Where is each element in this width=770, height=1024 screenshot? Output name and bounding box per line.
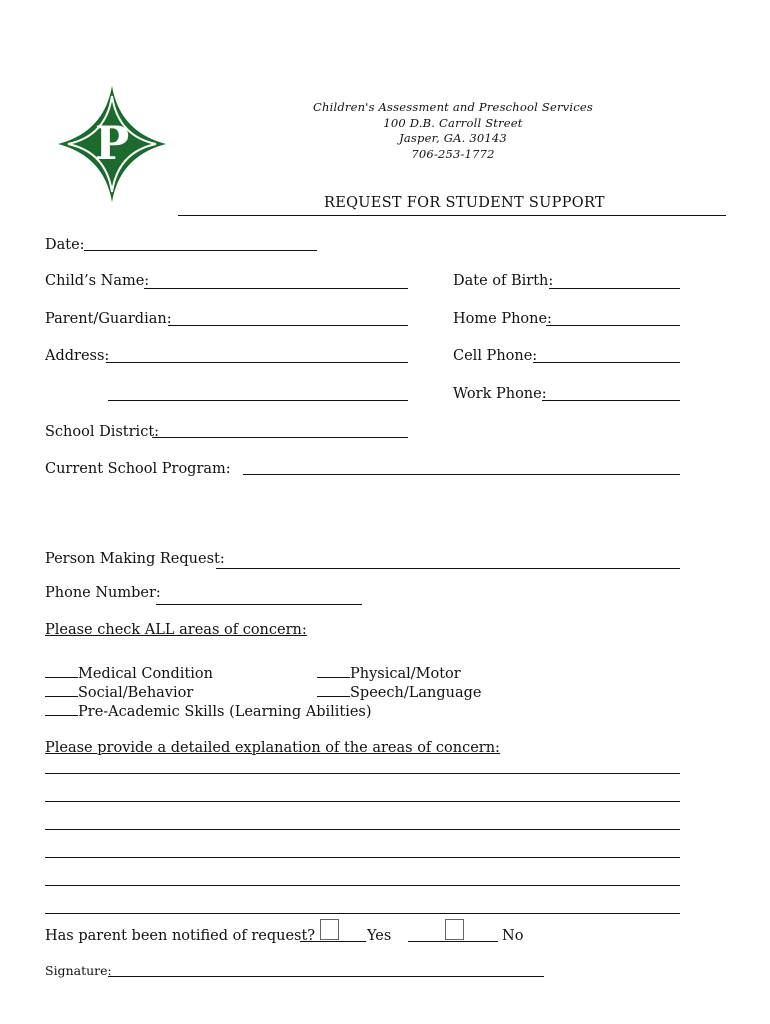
- explanation-line-1[interactable]: [45, 773, 680, 774]
- concerns-heading: Please check ALL areas of concern:: [45, 622, 307, 638]
- address-label: Address:: [45, 348, 110, 364]
- concern-social-label: Social/Behavior: [78, 685, 194, 701]
- address-field-line1[interactable]: [106, 362, 408, 363]
- cell-phone-field[interactable]: [533, 362, 680, 363]
- date-of-birth-field[interactable]: [549, 288, 680, 289]
- phone-number-label: Phone Number:: [45, 585, 161, 601]
- date-field[interactable]: [84, 250, 317, 251]
- concern-speech-label: Speech/Language: [350, 685, 482, 701]
- school-logo: [56, 84, 168, 204]
- organization-header: [290, 100, 616, 162]
- explanation-heading: Please provide a detailed explanation of the areas of concern:: [45, 740, 500, 756]
- concern-speech: [317, 683, 481, 702]
- parent-guardian-field[interactable]: [168, 325, 408, 326]
- no-checkbox[interactable]: [445, 919, 464, 940]
- concern-preacademic: [45, 702, 372, 721]
- concern-social: [45, 683, 193, 702]
- explanation-line-6[interactable]: [45, 913, 680, 914]
- explanation-line-2[interactable]: [45, 801, 680, 802]
- current-school-program-field[interactable]: [243, 474, 680, 475]
- concern-medical-check[interactable]: [45, 664, 78, 678]
- org-phone: 706-253-1772: [411, 146, 495, 161]
- no-blank: [408, 941, 498, 942]
- home-phone-field[interactable]: [546, 325, 680, 326]
- childs-name-field[interactable]: [144, 288, 408, 289]
- phone-number-field[interactable]: [156, 604, 362, 605]
- person-making-request-field[interactable]: [216, 568, 680, 569]
- person-making-request-label: Person Making Request:: [45, 551, 225, 567]
- explanation-line-3[interactable]: [45, 829, 680, 830]
- yes-label: Yes: [367, 928, 392, 944]
- concern-preacademic-check[interactable]: [45, 702, 78, 716]
- school-district-field[interactable]: [152, 437, 408, 438]
- date-label: Date:: [45, 237, 85, 253]
- notification-question: Has parent been notified of request?: [45, 928, 316, 944]
- form-title: REQUEST FOR STUDENT SUPPORT: [324, 195, 605, 211]
- yes-blank: [300, 941, 366, 942]
- org-name: Children's Assessment and Preschool Services: [312, 100, 594, 114]
- concern-physical: [317, 664, 461, 683]
- form-title-bar: [178, 195, 726, 216]
- explanation-line-5[interactable]: [45, 885, 680, 886]
- cell-phone-label: Cell Phone:: [453, 348, 538, 364]
- concern-speech-check[interactable]: [317, 683, 350, 697]
- address-field-line2[interactable]: [108, 400, 408, 401]
- school-district-label: School District:: [45, 424, 160, 440]
- home-phone-label: Home Phone:: [453, 311, 552, 327]
- concern-medical-label: Medical Condition: [78, 666, 213, 682]
- signature-label: Signature:: [45, 963, 112, 978]
- explanation-line-4[interactable]: [45, 857, 680, 858]
- work-phone-label: Work Phone:: [453, 386, 547, 402]
- yes-checkbox[interactable]: [320, 919, 339, 940]
- parent-guardian-label: Parent/Guardian:: [45, 311, 172, 327]
- concern-preacademic-label: Pre-Academic Skills (Learning Abilities): [78, 704, 372, 720]
- concern-social-check[interactable]: [45, 683, 78, 697]
- org-city: Jasper, GA. 30143: [399, 131, 507, 145]
- work-phone-field[interactable]: [542, 400, 680, 401]
- concern-medical: [45, 664, 213, 683]
- org-street: 100 D.B. Carroll Street: [383, 115, 523, 130]
- date-of-birth-label: Date of Birth:: [453, 273, 554, 289]
- signature-field[interactable]: [108, 976, 544, 977]
- concern-physical-check[interactable]: [317, 664, 350, 678]
- logo-letter: P: [94, 116, 130, 170]
- current-school-program-label: Current School Program:: [45, 461, 231, 477]
- no-label: No: [502, 928, 524, 944]
- concern-physical-label: Physical/Motor: [350, 666, 461, 682]
- childs-name-label: Child’s Name:: [45, 273, 150, 289]
